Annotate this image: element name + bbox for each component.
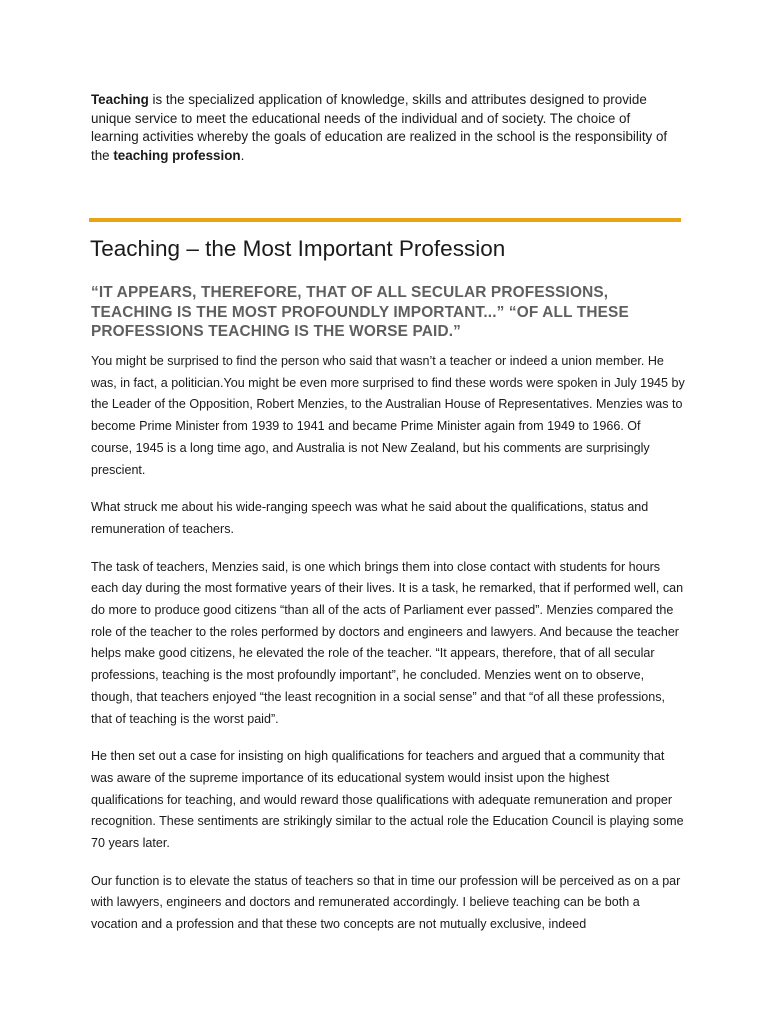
- article-body: [91, 351, 685, 952]
- body-paragraph-2: What struck me about his wide-ranging speech was what he said about the qualifications, status and remuneration of teachers.: [91, 500, 649, 536]
- body-paragraph-5: Our function is to elevate the status of teachers so that in time our profession will be perceived as on a par with lawyers, engineers and doctors and remunerated accordingly. I believe teaching can be both a vocation and a profession and that these two concepts are not mutually exclusive, indeed: [91, 873, 681, 932]
- intro-paragraph: [91, 91, 681, 165]
- body-paragraph-3: The task of teachers, Menzies said, is one which brings them into close contact with students for hours each day during the most formative years of their lives. It is a task, he remarked, that if performed well, can do more to produce good citizens “than all of the acts of Parliament ever passed”. Menzies compared the role of the teacher to the roles performed by doctors and engineers and lawyers. And because the teacher helps make good citizens, he elevated the role of the teacher. “It appears, therefore, that of all secular professions, teaching is the most profoundly important”, he concluded. Menzies went on to observe, though, that teachers enjoyed “the least recognition in a social sense” and that “of all these professions, that of teaching is the worst paid”.: [91, 559, 684, 726]
- section-heading: Teaching – the Most Important Profession: [90, 236, 506, 261]
- intro-term: Teaching: [91, 92, 149, 107]
- body-paragraph-1: You might be surprised to find the person who said that wasn’t a teacher or indeed a union member. He was, in fact, a politician.You might be even more surprised to find these words were spoken in July 1945 by the Leader of the Opposition, Robert Menzies, to the Australian House of Representatives. Menzies was to become Prime Minister from 1939 to 1941 and became Prime Minister again from 1949 to 1966. Of course, 1945 is a long time ago, and Australia is not New Zealand, but his comments are surprisingly prescient.: [91, 354, 685, 477]
- intro-text-a: is the specialized application of knowledge, skills and attributes designed to provide unique service to meet the educational needs of the individual and of society. The choice of learning activities whereby the goals of education are realized in the school is the responsibility of the: [91, 92, 668, 163]
- section-divider: [89, 218, 681, 222]
- body-paragraph-4: He then set out a case for insisting on high qualifications for teachers and argued that a community that was aware of the supreme importance of its educational system would insist upon the highest qualifications for teaching, and would reward those qualifications with adequate remuneration and proper recognition. These sentiments are strikingly similar to the actual role the Education Council is playing some 70 years later.: [91, 749, 684, 851]
- pull-quote: “IT APPEARS, THEREFORE, THAT OF ALL SECULAR PROFESSIONS, TEACHING IS THE MOST PROFOUNDLY IMPORTANT...” “OF ALL THESE PROFESSIONS TEACHING IS THE WORSE PAID.”: [91, 284, 629, 340]
- intro-term-2: teaching profession: [113, 147, 241, 163]
- intro-text-b: .: [240, 147, 245, 163]
